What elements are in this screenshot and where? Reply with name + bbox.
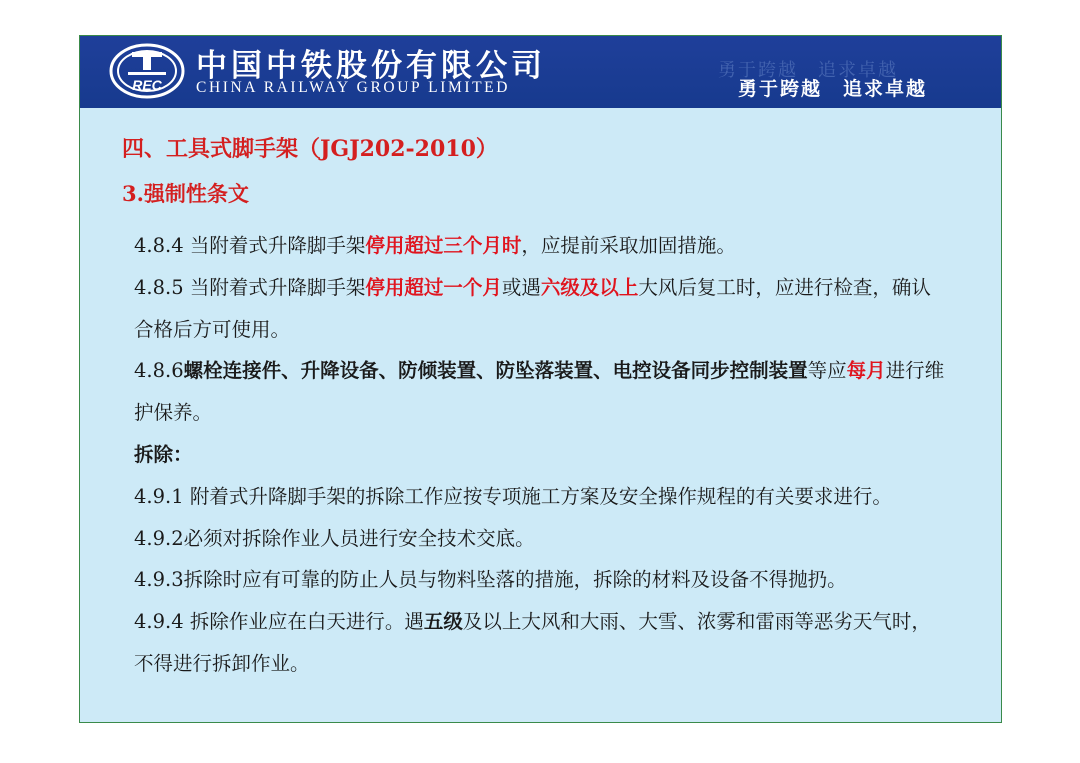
section-subtitle: 3.强制性条文 [122, 181, 249, 206]
clause-list [134, 225, 950, 685]
company-name-en: CHINA RAILWAY GROUP LIMITED [196, 79, 511, 96]
slide [79, 35, 1002, 723]
clause-4-9-1: 4.9.1 附着式升降脚手架的拆除工作应按专项施工方案及安全操作规程的有关要求进行。 [134, 484, 892, 508]
section-title: 四、工具式脚手架（JGJ202-2010） [122, 136, 498, 162]
clause-4-9-3: 4.9.3拆除时应有可靠的防止人员与物料坠落的措施，拆除的材料及设备不得抛扔。 [134, 568, 847, 592]
svg-text:REC: REC [132, 77, 162, 93]
header-banner [80, 36, 1001, 108]
clause-4-8-5: 4.8.5 当附着式升降脚手架停用超过一个月或遇六级及以上大风后复工时，应进行检查，确认合格后方可使用。 [134, 275, 931, 341]
clause-4-8-6: 4.8.6螺栓连接件、升降设备、防倾装置、防坠落装置、电控设备同步控制装置等应每月进行维护保养。 [134, 359, 945, 425]
china-railway-logo [108, 42, 186, 100]
clause-4-8-4: 4.8.4 当附着式升降脚手架停用超过三个月时，应提前采取加固措施。 [134, 234, 736, 257]
slogan: 勇于跨越 追求卓越 [738, 78, 928, 100]
removal-heading: 拆除： [134, 442, 193, 466]
slogan-watermark: 勇于跨越 追求卓越 [718, 60, 898, 81]
company-name-cn: 中国中铁股份有限公司 [196, 48, 546, 84]
clause-4-9-2: 4.9.2必须对拆除作业人员进行安全技术交底。 [134, 526, 535, 550]
clause-4-9-4: 4.9.4 拆除作业应在白天进行。遇五级及以上大风和大雨、大雪、浓雾和雷雨等恶劣天气时，不得进行拆卸作业。 [134, 610, 931, 675]
